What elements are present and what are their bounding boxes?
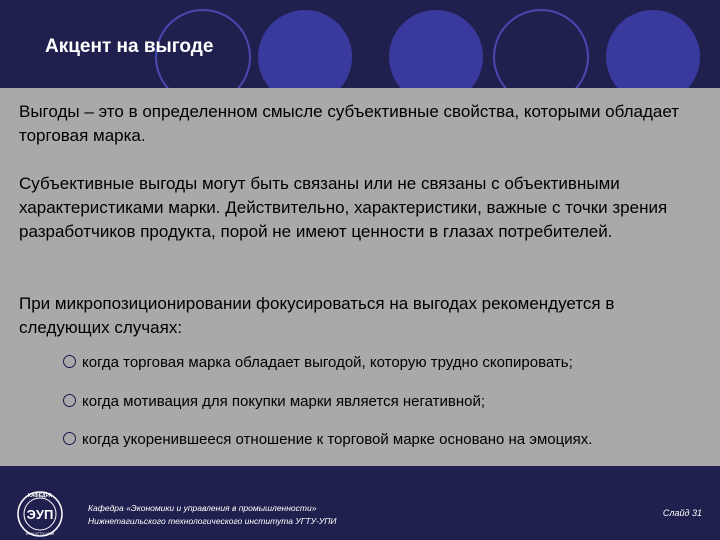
slide-number: Слайд 31 bbox=[662, 508, 702, 518]
slide-title: Акцент на выгоде bbox=[45, 36, 214, 57]
logo-ring-top: КАФЕДРА bbox=[27, 493, 53, 499]
department-caption bbox=[88, 502, 337, 528]
content-panel bbox=[0, 88, 720, 466]
bullet-text: когда торговая марка обладает выгодой, которую трудно скопировать; bbox=[82, 354, 573, 371]
header-circle-2 bbox=[258, 10, 352, 88]
paragraph-micropositioning: При микропозиционировании фокусироваться на выгодах рекомендуется в следующих случаях: bbox=[19, 294, 615, 337]
header-circle-5 bbox=[606, 10, 700, 88]
paragraph-benefits-definition: Выгоды – это в определенном смысле субъективные свойства, которыми обладает торговая марка. bbox=[19, 102, 680, 145]
slide-header bbox=[0, 0, 720, 88]
department-line-1: Кафедра «Экономики и управления в промышленности» bbox=[88, 503, 317, 513]
circle-bullet-icon bbox=[63, 394, 76, 407]
logo-text: ЭУП bbox=[26, 507, 54, 522]
department-logo-icon bbox=[12, 488, 68, 538]
bullet-item bbox=[63, 392, 485, 412]
slide-footer bbox=[0, 466, 720, 540]
bullet-text: когда мотивация для покупки марки является негативной; bbox=[82, 393, 486, 410]
logo-ring-bottom: НТИ УГТУ-УПИ bbox=[25, 531, 55, 536]
paragraph-subjective-benefits: Субъективные выгоды могут быть связаны или не связаны с объективными характеристиками марки. Действительно, характеристики, важные с точки зрения разработчиков продукта, порой не имеют ценности в глазах потребителей. bbox=[19, 174, 668, 241]
circle-bullet-icon bbox=[63, 355, 76, 368]
bullet-text: когда укоренившееся отношение к торговой марке основано на эмоциях. bbox=[82, 431, 593, 448]
bullet-item bbox=[63, 353, 573, 373]
header-circle-3 bbox=[389, 10, 483, 88]
department-line-2: Нижнетагильского технологического института УГТУ-УПИ bbox=[88, 516, 337, 526]
header-circle-4 bbox=[494, 10, 588, 88]
circle-bullet-icon bbox=[63, 432, 76, 445]
bullet-item bbox=[63, 430, 592, 450]
